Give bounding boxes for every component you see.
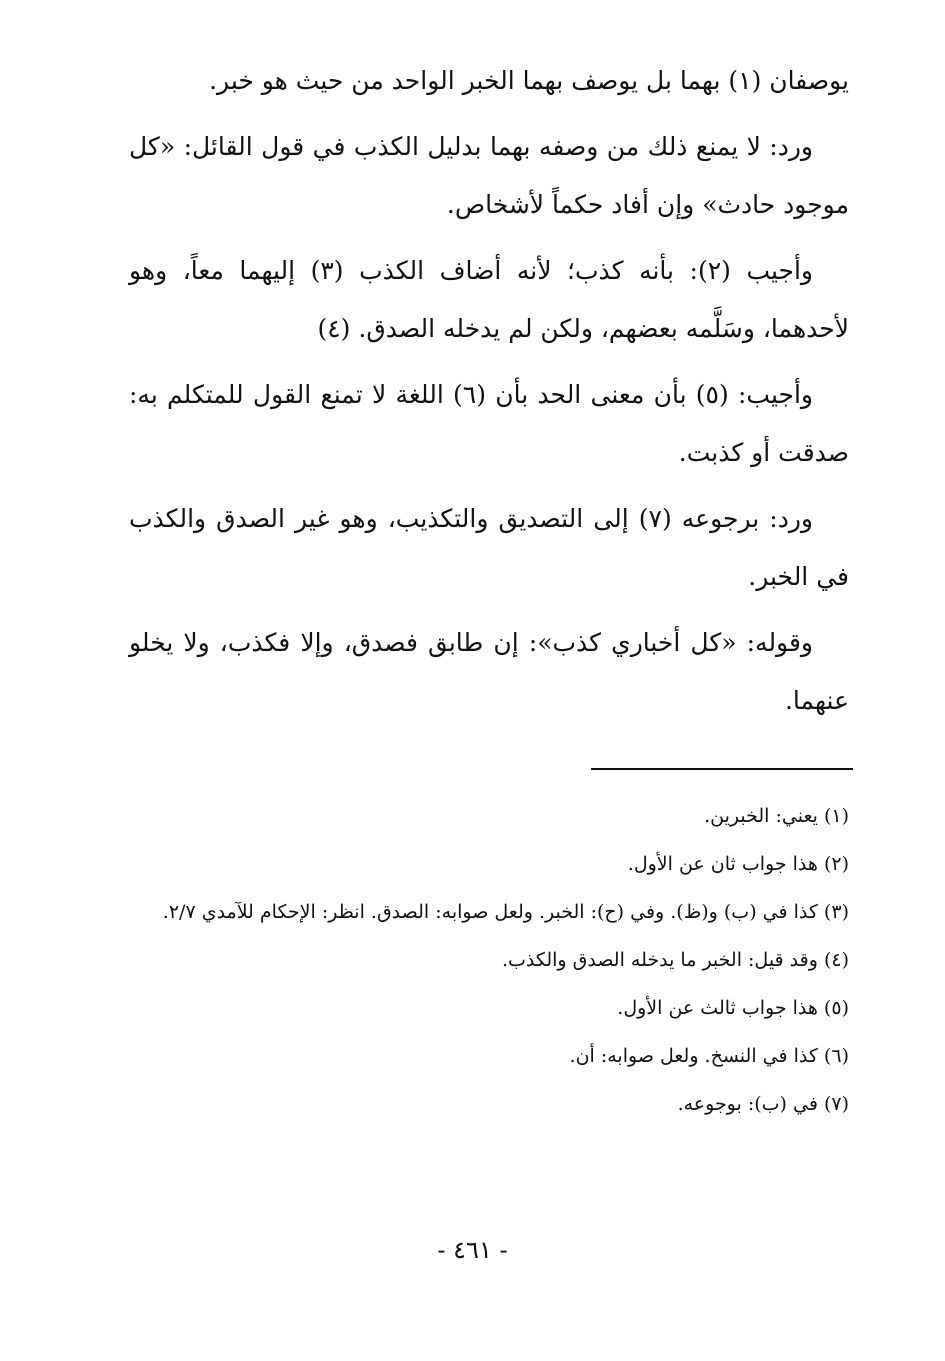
footnote-4: (٤) وقد قيل: الخبر ما يدخله الصدق والكذب. — [501, 949, 849, 971]
paragraph-2: ورد: لا يمنع ذلك من وصفه بهما بدليل الكذب في قول القائل: «كل موجود حادث» وإن أفاد حكماً لأشخاص. — [129, 132, 849, 219]
paragraph-6: وقوله: «كل أخباري كذب»: إن طابق فصدق، وإلا فكذب، ولا يخلو عنهما. — [129, 628, 849, 715]
footnote-separator — [591, 768, 853, 770]
footnote-6: (٦) كذا في النسخ. ولعل صوابه: أن. — [569, 1045, 849, 1067]
footnote-7: (٧) في (ب): بوجوعه. — [677, 1093, 849, 1115]
paragraph-5: ورد: برجوعه (٧) إلى التصديق والتكذيب، وهو غير الصدق والكذب في الخبر. — [129, 504, 849, 591]
paragraph-1: يوصفان (١) بهما بل يوصف بهما الخبر الواحد من حيث هو خبر. — [209, 66, 849, 95]
main-text — [129, 52, 849, 738]
footnote-1: (١) يعني: الخبرين. — [704, 805, 849, 827]
paragraph-4: وأجيب: (٥) بأن معنى الحد بأن (٦) اللغة لا تمنع القول للمتكلم به: صدقت أو كذبت. — [129, 380, 849, 467]
footnote-3: (٣) كذا في (ب) و(ظ). وفي (ح): الخبر. ولعل صوابه: الصدق. انظر: الإحكام للآمدي ٢/٧. — [162, 901, 849, 923]
paragraph-3: وأجيب (٢): بأنه كذب؛ لأنه أضاف الكذب (٣) إليهما معاً، وهو لأحدهما، وسَلَّمه بعضهم، ولكن لم يدخله الصدق. (٤) — [129, 256, 849, 343]
footnote-2: (٢) هذا جواب ثان عن الأول. — [627, 853, 849, 875]
footnotes — [129, 792, 849, 1128]
footnote-5: (٥) هذا جواب ثالث عن الأول. — [617, 997, 849, 1019]
page-number: - ٤٦١ - — [437, 1236, 508, 1264]
